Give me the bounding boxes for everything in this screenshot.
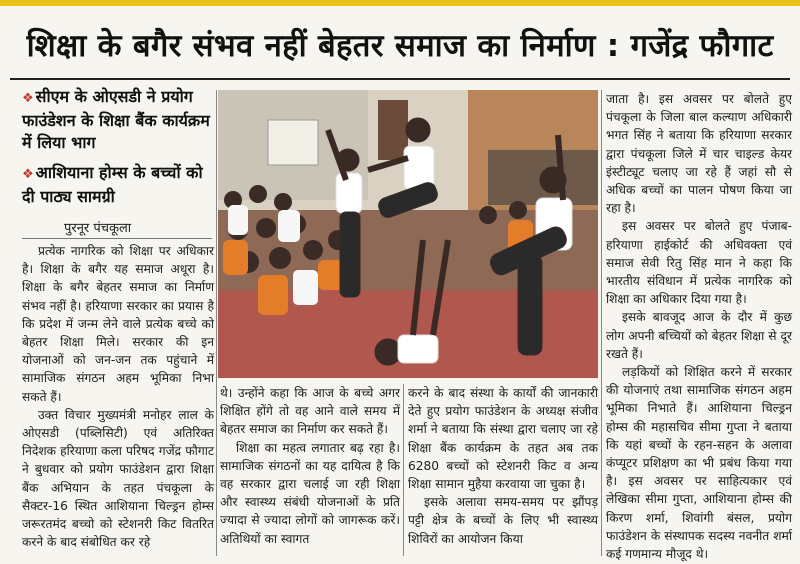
headline: शिक्षा के बगैर संभव नहीं बेहतर समाज का निर्माण : गजेंद्र फौगाट [26,28,774,64]
event-photo [218,90,598,378]
paragraph: करने के बाद संस्था के कार्यों की जानकारी देते हुए प्रयोग फाउंडेशन के अध्यक्ष संजीव शर्मा ने बताया कि संस्था द्वारा चलाए जा रहे शिक्षा बैंक कार्यक्रम के तहत अब तक 6280 बच्चों को स्टेशनरी किट व अन्य शिक्षा सामान मुहैया करवाया जा चुका है। [408,386,598,492]
headline-rule [10,78,790,80]
subhead-1 [22,86,212,154]
diamond-bullet-icon: ❖ [22,91,34,106]
article-column-2 [220,384,400,548]
diamond-bullet-icon: ❖ [22,167,34,182]
subhead-2-text: आशियाना होम्स के बच्चों को दी पाठ्य सामग्री [22,163,203,206]
article-column-3 [408,384,598,548]
paragraph: प्रत्येक नागरिक को शिक्षा पर अधिकार है। शिक्षा के बगैर यह समाज अधूरा है। शिक्षा के बगैर बेहतर समाज का निर्माण संभव नहीं है। हरियाणा सरकार का प्रयास है कि प्रदेश में जन्म लेने वाले प्रत्येक बच्चे को बेहतर शिक्षा मिले। सरकार की इन योजनाओं को जन-जन तक पहुंचाने में सामाजिक संगठन अहम भूमिका निभा सकते हैं। [22,244,214,404]
paragraph: लड़कियों को शिक्षित करने में सरकार की योजनाएं तथा सामाजिक संगठन अहम भूमिका निभाते हैं। आशियाना चिल्ड्रन होम्स की महासचिव सीमा गुप्ता ने बताया कि यहां बच्चों के रहन-सहन के अलावा कंप्यूटर प्रशिक्षण का भी प्रबंध किया गया है। इस अवसर पर साहित्यकार एवं लेखिका सीमा गुप्ता, आशियाना होम्स की किरण शर्मा, शिवांगी बंसल, प्रयोग फाउंडेशन के संस्थापक सदस्य नवनीत शर्मा कई गणमान्य मौजूद थे। [606,365,792,562]
subhead-1-text: सीएम के ओएसडी ने प्रयोग फाउंडेशन के शिक्षा बैंक कार्यक्रम में लिया भाग [22,87,210,152]
subhead-2 [22,162,212,208]
byline: पुरनूर पंचकूला [64,221,132,236]
article-column-1 [22,242,214,551]
column-divider [601,90,602,556]
yoga-performance-photo [218,90,598,378]
paragraph: उक्त विचार मुख्यमंत्री मनोहर लाल के ओएसडी (पब्लिसिटी) एवं अतिरिक्त निदेशक हरियाणा कला परिषद गजेंद्र फौगाट ने बुधवार को प्रयोग फाउंडेशन द्वारा शिक्षा बैंक अभियान के तहत पंचकूला के सैक्टर-16 स्थित आशियाना चिल्ड्रन होम्स जरूरतमंद बच्चो को स्टेशनरी किट वितरित करने के बाद संबोधित कर रहे [22,407,214,550]
paragraph: जाता है। इस अवसर पर बोलते हुए पंचकूला के जिला बाल कल्याण अधिकारी भगत सिंह ने बताया कि हरियाणा सरकार द्वारा पंचकूला जिले में चार चाइल्ड केयर इंस्टीट्यूट चलाए जा रहे हैं जहां सौ से अधिक बच्चों का पालन पोषण किया जा रहा है। [606,92,792,216]
column-divider [403,384,404,556]
paragraph: इस अवसर पर बोलते हुए पंजाब-हरियाणा हाईकोर्ट की अधिवक्ता एवं समाज सेवी रितु सिंह मान ने कहा कि भारतीय संविधान में प्रत्येक नागरिक को शिक्षा का अधिकार दिया गया है। [606,219,792,307]
paragraph: इसके बावजूद आज के दौर में कुछ लोग अपनी बच्चियों को बेहतर शिक्षा से दूर रखते हैं। [606,310,792,361]
newspaper-clipping [0,6,800,564]
article-column-4 [606,90,792,563]
paragraph: इसके अलावा समय-समय पर झौंपड़ पट्टी क्षेत्र के बच्चों के लिए भी स्वास्थ्य शिविरों का आयोजन किया [408,495,598,546]
paragraph: थे। उन्होंने कहा कि आज के बच्चे अगर शिक्षित होंगे तो वह आने वाले समय में बेहतर समाज का निर्माण कर सकते हैं। [220,386,400,437]
column-divider [216,90,217,556]
byline-rule [22,238,212,239]
paragraph: शिक्षा का महत्व लगातार बढ़ रहा है। सामाजिक संगठनों का यह दायित्व है कि वह सरकार द्वारा चलाई जा रही शिक्षा और स्वास्थ्य संबंधी योजनाओं के प्रति ज्यादा से ज्यादा लोगों को जागरूक करें। अतिथियों का स्वागत [220,440,400,546]
